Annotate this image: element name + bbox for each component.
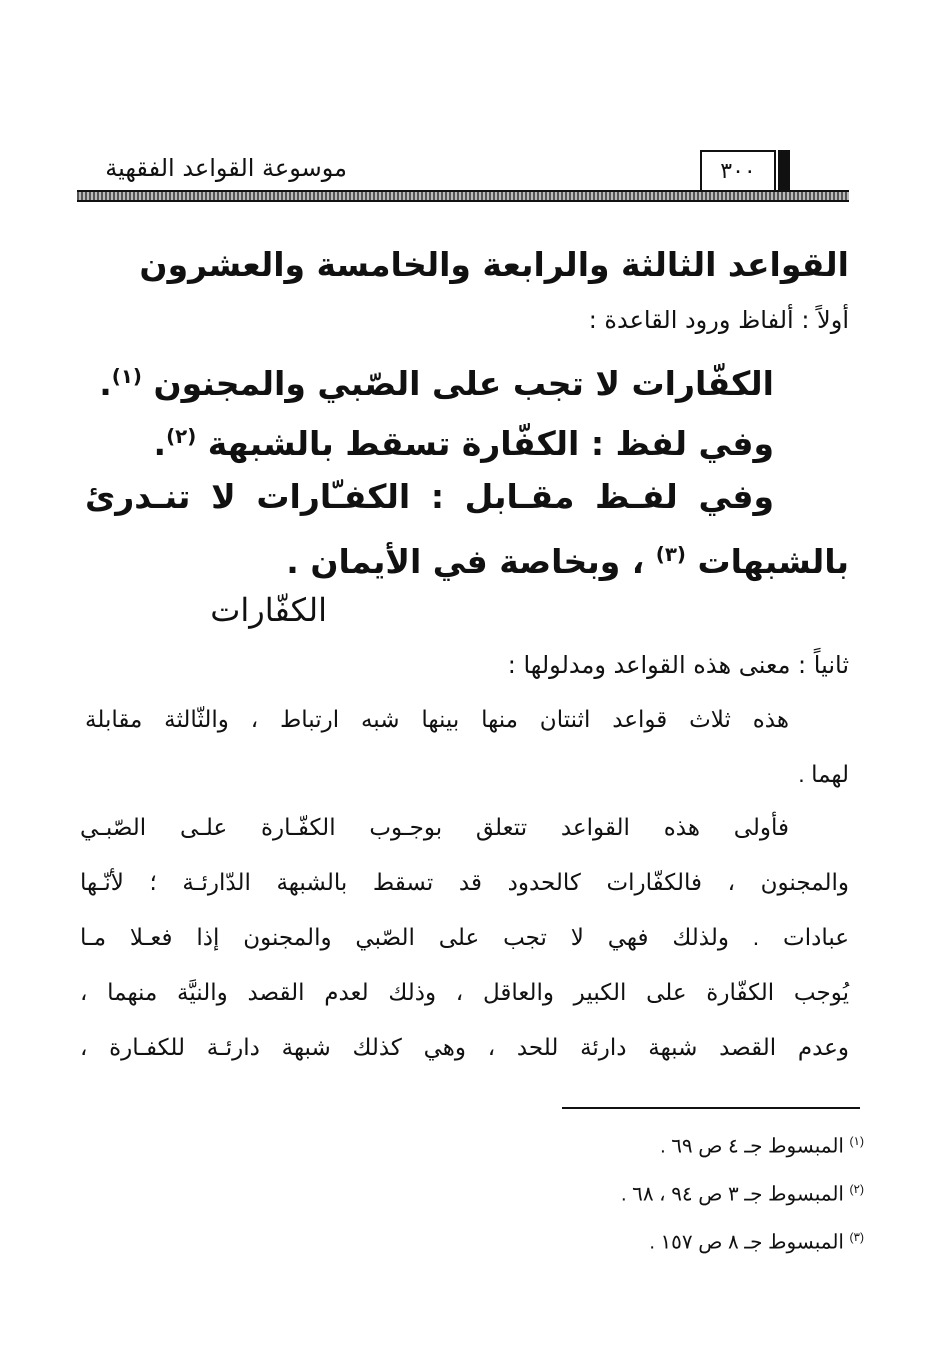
rule-line-2 (154, 410, 774, 471)
section-heading: القواعد الثالثة والرابعة والخامسة والعشرون (139, 245, 849, 284)
rule-line-4 (286, 528, 849, 589)
paragraph-line: عبادات . ولذلك فهي لا تجب على الصّبي والمجنون إذا فعـلا مـا (80, 924, 849, 950)
subsection-title-1: أولاً : ألفاظ ورود القاعدة : (588, 306, 849, 334)
running-header-title: موسوعة القواعد الفقهية (105, 154, 347, 182)
footnote-mark-2[interactable]: (٢) (166, 425, 197, 448)
footnote-text: المبسوط جـ ٨ ص ١٥٧ . (649, 1231, 844, 1254)
header-rule (77, 190, 849, 202)
footnote-number: (٣) (849, 1230, 864, 1244)
rule-3-text-b: ، وبخاصة في الأيمان . (286, 542, 645, 581)
subsection-title-2: ثانياً : معنى هذه القواعد ومدلولها : (507, 651, 849, 679)
footnote-text: المبسوط جـ ٤ ص ٦٩ . (660, 1135, 844, 1158)
rule-line-1 (99, 350, 774, 411)
period: . (153, 424, 167, 463)
margin-note: الكفّارات (210, 591, 327, 629)
footnote-text: المبسوط جـ ٣ ص ٩٤ ، ٦٨ . (621, 1183, 844, 1206)
footnote-number: (١) (849, 1134, 864, 1148)
footnote-number: (٢) (849, 1182, 864, 1196)
paragraph-line: هذه ثلاث قواعد اثنتان منها بينها شبه ارتباط ، والثّالثة مقابلة (85, 706, 789, 732)
rule-line-3: وفي لفـظ مقـابل : الكفـّارات لا تنـدرئ (85, 477, 774, 516)
page-number: ٣٠٠ (700, 150, 776, 190)
header-bar-ornament (778, 150, 790, 192)
paragraph-line: فأولى هذه القواعد تتعلق بوجـوب الكفّـارة علـى الصّبـي (80, 814, 789, 840)
paragraph-line: لهما . (798, 761, 849, 787)
footnote-separator (562, 1107, 860, 1109)
footnote-mark-1[interactable]: (١) (111, 365, 142, 388)
rule-1-text: الكفّارات لا تجب على الصّبي والمجنون (153, 364, 774, 403)
footnote-1 (660, 1122, 864, 1166)
paragraph-line: وعدم القصد شبهة دارئة للحد ، وهي كذلك شبهة دارئـة للكفـارة ، (80, 1034, 849, 1060)
paragraph-line: والمجنون ، فالكفّارات كالحدود قد تسقط بالشبهة الدّارئـة ؛ لأنّـها (80, 869, 849, 895)
paragraph-line: يُوجب الكفّارة على الكبير والعاقل ، وذلك لعدم القصد والنيَّة منهما ، (80, 979, 849, 1005)
footnote-mark-3[interactable]: (٣) (655, 543, 686, 566)
period: . (99, 364, 112, 403)
footnote-3 (649, 1218, 864, 1262)
rule-3-text-a: بالشبهات (697, 542, 849, 581)
footnote-2 (621, 1170, 864, 1214)
rule-2-text: وفي لفظ : الكفّارة تسقط بالشبهة (207, 424, 774, 463)
